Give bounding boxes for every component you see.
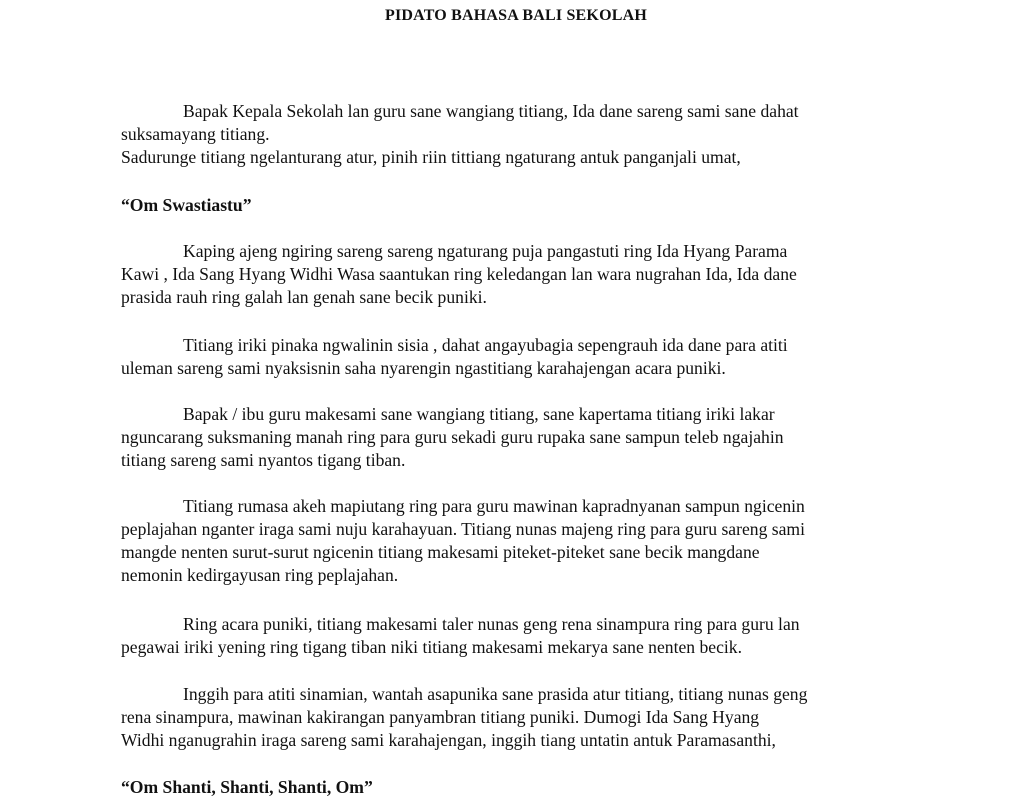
- welcome-guests-paragraph: [121, 334, 921, 380]
- text-line: Kaping ajeng ngiring sareng sareng ngaturang puja pangastuti ring Ida Hyang Parama: [183, 241, 788, 261]
- text-line: “Om Swastiastu”: [121, 195, 252, 215]
- text-line: Sadurunge titiang ngelanturang atur, pinih riin tittiang ngaturang antuk panganjali umat,: [121, 147, 741, 167]
- text-line: Widhi nganugrahin iraga sareng sami karahajengan, inggih tiang untatin antuk Paramasanthi,: [121, 730, 776, 750]
- document-page: [121, 0, 921, 809]
- text-line: prasida rauh ring galah lan genah sane becik puniki.: [121, 287, 487, 307]
- thanks-teachers-paragraph: [121, 403, 921, 472]
- text-line: “Om Shanti, Shanti, Shanti, Om”: [121, 777, 373, 797]
- text-line: pegawai iriki yening ring tigang tiban niki titiang makesami mekarya sane nenten becik.: [121, 637, 742, 657]
- text-line: Titiang iriki pinaka ngwalinin sisia , dahat angayubagia sepengrauh ida dane para atiti: [183, 335, 788, 355]
- text-line: mangde nenten surut-surut ngicenin titiang makesami piteket-piteket sane becik mangdane: [121, 542, 760, 562]
- text-line: rena sinampura, mawinan kakirangan panyambran titiang puniki. Dumogi Ida Sang Hyang: [121, 707, 760, 727]
- text-line: Ring acara puniki, titiang makesami taler nunas geng rena sinampura ring para guru lan: [183, 614, 800, 634]
- request-guidance-paragraph: [121, 495, 921, 587]
- text-line: peplajahan nganter iraga sami nuju karahayuan. Titiang nunas majeng ring para guru sareng sami: [121, 519, 805, 539]
- text-line: Kawi , Ida Sang Hyang Widhi Wasa saantukan ring keledangan lan wara nugrahan Ida, Ida dane: [121, 264, 797, 284]
- om-shanti-closing-salutation: [121, 776, 921, 799]
- document-title: PIDATO BAHASA BALI SEKOLAH: [384, 7, 647, 24]
- closing-paragraph: [121, 683, 921, 752]
- puja-pangastuti-paragraph: [121, 240, 921, 309]
- text-line: Inggih para atiti sinamian, wantah asapunika sane prasida atur titiang, titiang nunas geng: [183, 684, 808, 704]
- apology-paragraph: [121, 613, 921, 659]
- text-line: nemonin kedirgayusan ring peplajahan.: [121, 565, 399, 585]
- opening-greeting-paragraph: [121, 100, 921, 169]
- text-line: titiang sareng sami nyantos tigang tiban.: [121, 450, 406, 470]
- om-swastiastu-salutation: [121, 194, 921, 217]
- text-line: Titiang rumasa akeh mapiutang ring para guru mawinan kapradnyanan sampun ngicenin: [183, 496, 805, 516]
- text-line: suksamayang titiang.: [121, 124, 270, 144]
- text-line: Bapak / ibu guru makesami sane wangiang titiang, sane kapertama titiang iriki lakar: [183, 404, 775, 424]
- text-line: nguncarang suksmaning manah ring para guru sekadi guru rupaka sane sampun teleb ngajahin: [121, 427, 784, 447]
- text-line: uleman sareng sami nyaksisnin saha nyarengin ngastitiang karahajengan acara puniki.: [121, 358, 726, 378]
- text-line: Bapak Kepala Sekolah lan guru sane wangiang titiang, Ida dane sareng sami sane dahat: [183, 101, 799, 121]
